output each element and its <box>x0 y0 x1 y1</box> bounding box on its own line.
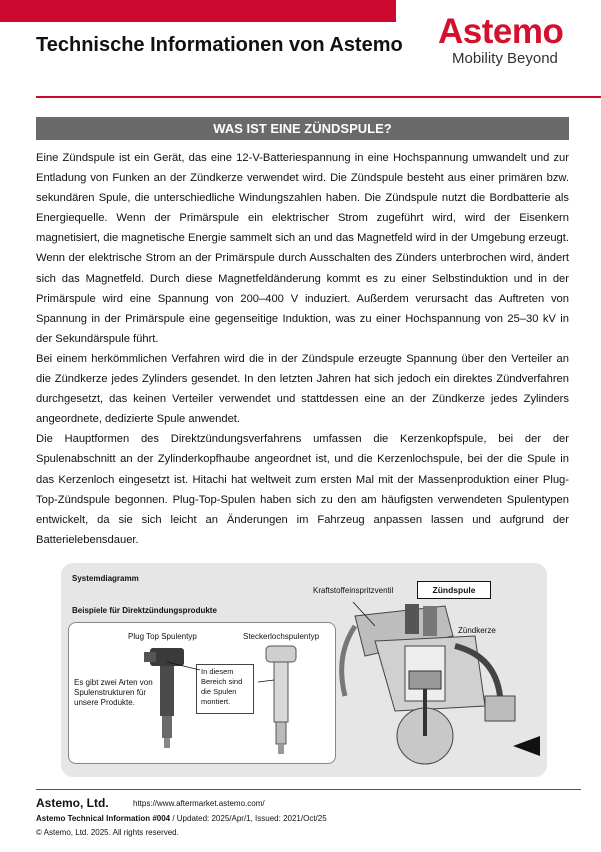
footer-copyright: © Astemo, Ltd. 2025. All rights reserved. <box>36 828 179 837</box>
diagram-title: Systemdiagramm <box>72 574 139 583</box>
logo-wordmark: Astemo <box>438 12 564 51</box>
examples-title: Beispiele für Direktzündungsprodukte <box>72 606 217 615</box>
injector-label: Kraftstoffeinspritzventil <box>313 586 394 595</box>
plug-hole-coil-illustration <box>258 642 308 757</box>
page-title: Technische Informationen von Astemo <box>36 34 403 56</box>
paragraph-3: Die Hauptformen des Direktzündungsverfahrens umfassen die Kerzenkopfspule, bei der der Spulenabschnitt an der Zylinderkopfhaube angeordnet ist, und die Kerzenlochspule, bei der die Spule in das Kerzenloch eingesetzt ist. Hitachi hat weltweit zum ersten Mal mit der Massenproduktion einer Plug-Top-Zündspule begonnen. Plug-Top-Spulen haben sich zu den am häufigsten verwendeten Spulentypen entwickelt, da sie sich leicht an Änderungen im Fahrzeug anpassen lassen und aufgrund der Batterielebensdauer. <box>36 433 569 546</box>
plug-hole-label: Steckerlochspulentyp <box>243 632 320 641</box>
plug-top-coil-illustration <box>140 642 200 757</box>
engine-cutaway-illustration <box>335 596 545 772</box>
article-body <box>36 148 569 550</box>
spark-plug-label: Zündkerze <box>458 626 496 635</box>
coil-types-note: Es gibt zwei Arten von Spulenstrukturen für unsere Produkte. <box>74 678 153 707</box>
astemo-logo <box>438 12 588 67</box>
plug-top-label: Plug Top Spulentyp <box>128 632 197 641</box>
footer-company: Astemo, Ltd. <box>36 796 109 810</box>
footer-divider <box>36 789 581 790</box>
logo-tagline: Mobility Beyond <box>452 50 558 67</box>
footer-technical-info <box>36 814 327 823</box>
top-red-bar <box>0 0 396 22</box>
paragraph-2: Bei einem herkömmlichen Verfahren wird die in der Zündspule erzeugte Spannung über den Verteiler an die Zündkerze jedes Zylinders gesendet. In den letzten Jahren hat sich jedoch ein direktes Zündverfahren durchgesetzt, das keinen Verteiler verwendet und stattdessen eine an der Zündkerze jedes Zylinders angeordnete, dedizierte Spule anwendet. <box>36 352 569 426</box>
paragraph-1: Eine Zündspule ist ein Gerät, das eine 12-V-Batteriespannung in eine Hochspannung umwandelt und zur Entladung von Funken an der Zündkerze verwendet wird. Die Zündspule besteht aus einer primären bzw. sekundären Spule, die unterschiedliche Windungszahlen haben. Die Zündspule nutzt die Bordbatterie als Energiequelle. Wenn der Primärspule ein elektrischer Strom zugeführt wird, wird der Eisenkern magnetisiert, die magnetische Energie sammelt sich an und das Magnetfeld wird in der Umgebung erzeugt. Wenn der elektrische Strom an der Primärspule durch Ausschalten des Zünders unterbrochen wird, ändert sich das Magnetfeld. Durch diese Magnetfeldänderung kommt es zu einer Selbstinduktion und in der Primärspule wird eine Spannung von 200–400 V induziert. Außerdem verursacht das Auftreten von Spannung in der Primärspule eine gegenseitige Induktion, was zu einer Hochspannung von 25–30 kV in der Sekundärspule führt. <box>36 152 569 345</box>
header-divider <box>36 96 601 98</box>
section-heading: WAS IST EINE ZÜNDSPULE? <box>36 117 569 140</box>
mounting-note-box: In diesem Bereich sind die Spulen montiert. <box>196 664 254 714</box>
footer-url-link[interactable]: https://www.aftermarket.astemo.com/ <box>133 799 265 808</box>
coil-label-box: Zündspule <box>417 581 491 599</box>
footer-info-dates: / Updated: 2025/Apr/1, Issued: 2021/Oct/25 <box>170 814 327 823</box>
footer-info-id: Astemo Technical Information #004 <box>36 814 171 823</box>
